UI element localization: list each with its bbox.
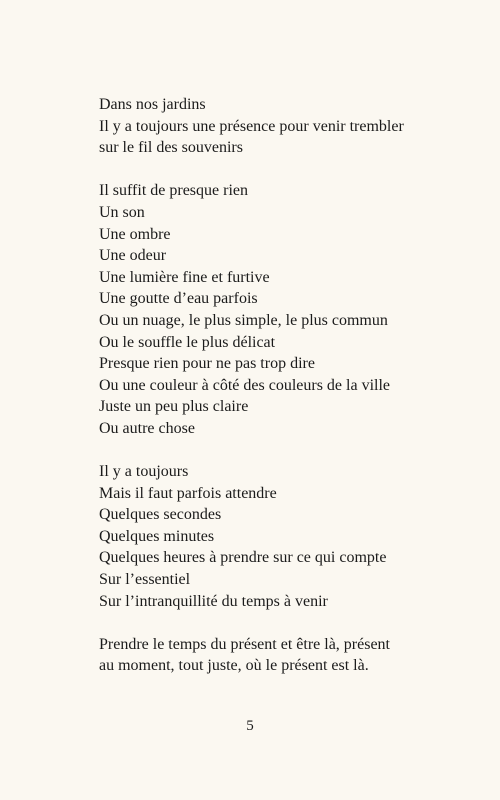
poem-line: Il y a toujours — [99, 463, 189, 481]
poem-line: Ou un nuage, le plus simple, le plus commun — [99, 311, 388, 329]
poem-line: Quelques secondes — [99, 506, 222, 524]
stanza-4 — [99, 634, 439, 677]
poem-line: Une odeur — [99, 247, 167, 265]
poem-line: Dans nos jardins — [99, 96, 206, 113]
poem-line: Quelques minutes — [99, 527, 215, 545]
poem-line: Presque rien pour ne pas trop dire — [99, 355, 315, 373]
poem-line: Il y a toujours une présence pour venir trembler — [99, 117, 404, 135]
poem-line: Quelques heures à prendre sur ce qui compte — [99, 549, 387, 567]
poem-line: Juste un peu plus claire — [99, 398, 249, 416]
stanza-2 — [99, 180, 439, 439]
poem-line: Prendre le temps du présent et être là, présent — [99, 635, 390, 653]
poem-line: Sur l’intranquillité du temps à venir — [99, 592, 328, 610]
poem-line: Sur l’essentiel — [99, 571, 191, 589]
poem-line: Ou une couleur à côté des couleurs de la ville — [99, 376, 390, 394]
poem-line: Ou autre chose — [99, 419, 195, 437]
poem-line: au moment, tout juste, où le présent est là. — [99, 657, 369, 675]
poem-line: Mais il faut parfois attendre — [99, 484, 277, 502]
stanza-1 — [99, 94, 439, 159]
poem-line: Une lumière fine et furtive — [99, 268, 270, 286]
poem-body — [99, 94, 439, 699]
poem-line: Ou le souffle le plus délicat — [99, 333, 276, 351]
poem-line: Une ombre — [99, 225, 171, 243]
poem-line: sur le fil des souvenirs — [99, 139, 243, 157]
stanza-3 — [99, 461, 439, 612]
poem-line: Il suffit de presque rien — [99, 182, 248, 200]
poem-line: Un son — [99, 203, 145, 221]
page-number: 5 — [246, 718, 254, 734]
poem-line: Une goutte d’eau parfois — [99, 290, 258, 308]
